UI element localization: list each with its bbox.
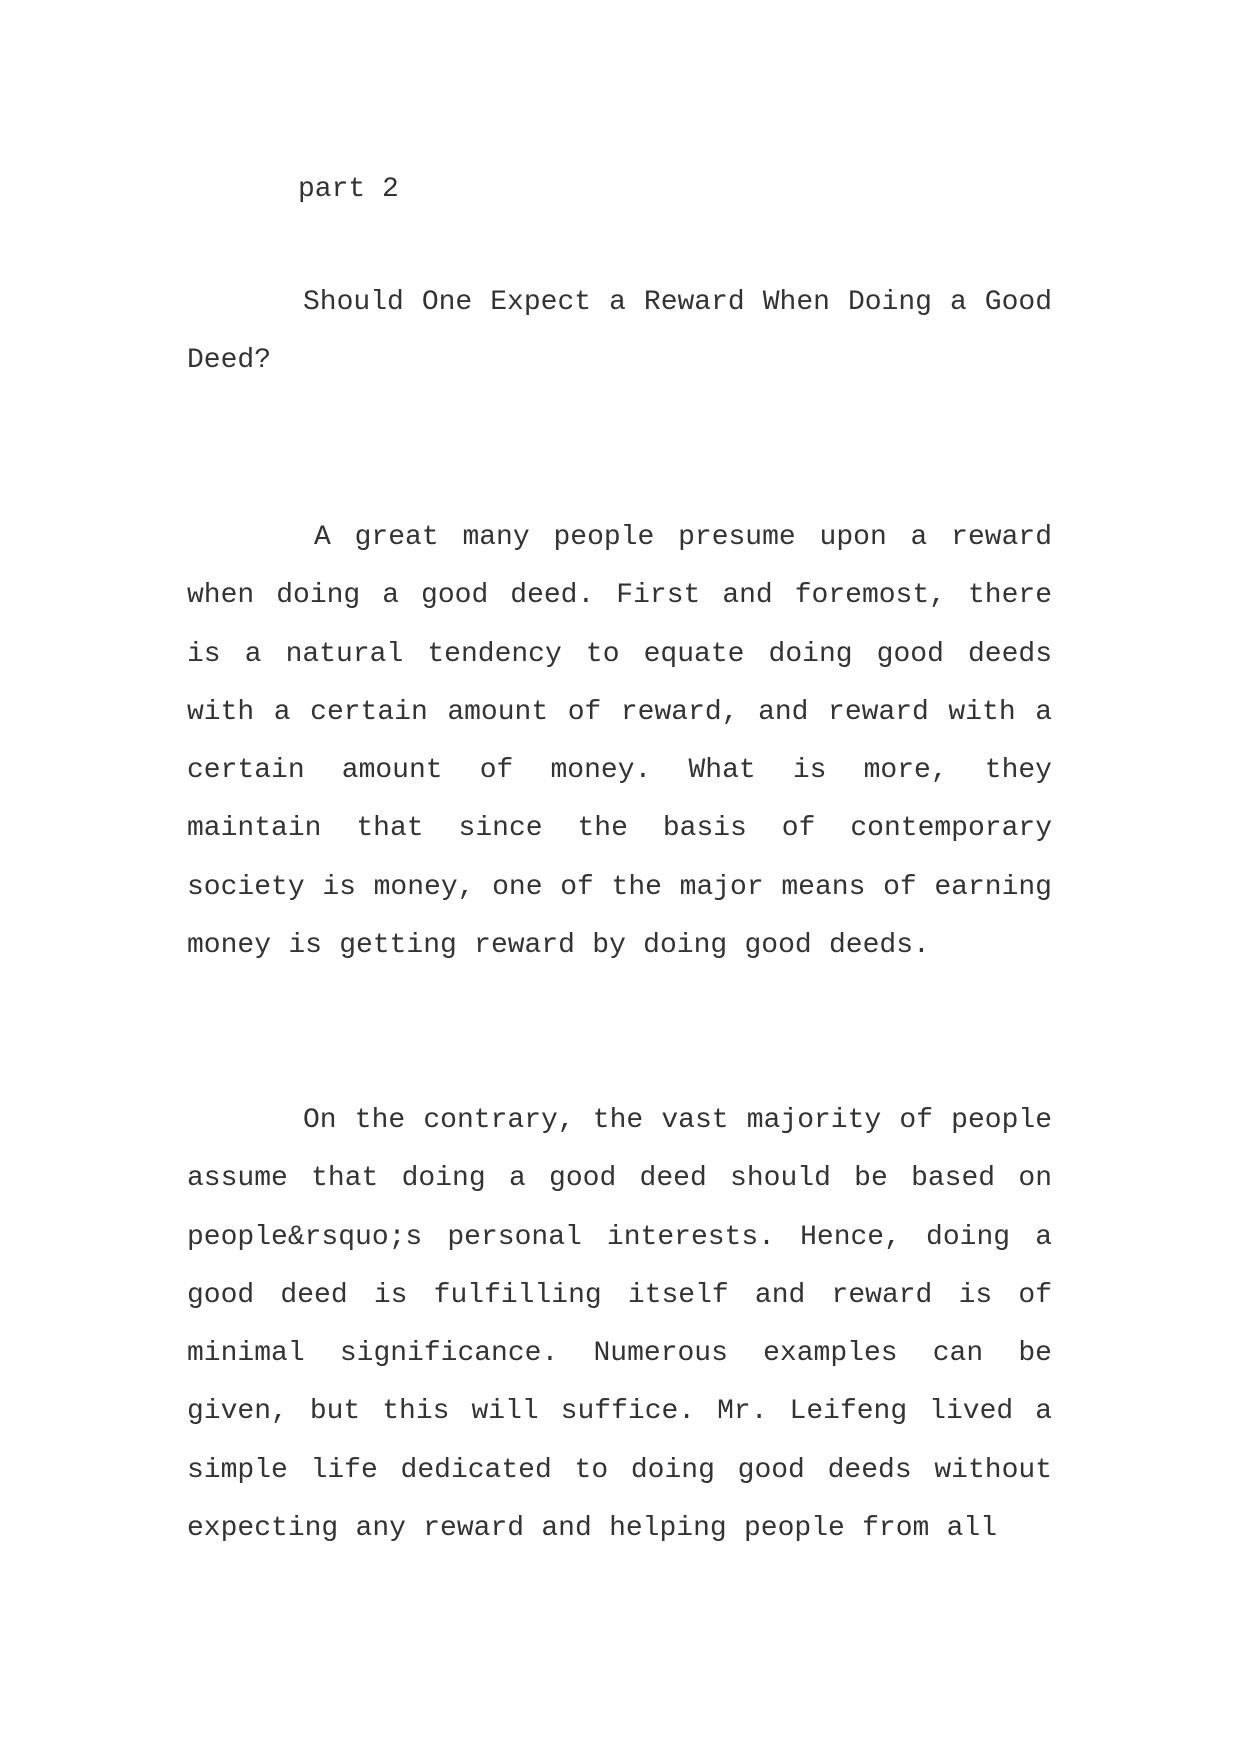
essay-title: Should One Expect a Reward When Doing a Good Deed?: [187, 287, 1052, 377]
paragraph-1: A great many people presume upon a reward when doing a good deed. First and foremost, there is a natural tendency to equate doing good deeds with a certain amount of reward, and reward with a certain amount of money. What is more, they maintain that since the basis of contemporary society is money, one of the major means of earning money is getting reward by doing good deeds.: [187, 522, 1052, 962]
paragraph-2: On the contrary, the vast majority of people assume that doing a good deed should be based on people&rsquo;s personal interests. Hence, doing a good deed is fulfilling itself and reward is of minimal significance. Numerous examples can be given, but this will suffice. Mr. Leifeng lived a simple life dedicated to doing good deeds without expecting any reward and helping people from all: [187, 1105, 1052, 1545]
section-label: part 2: [298, 174, 399, 205]
